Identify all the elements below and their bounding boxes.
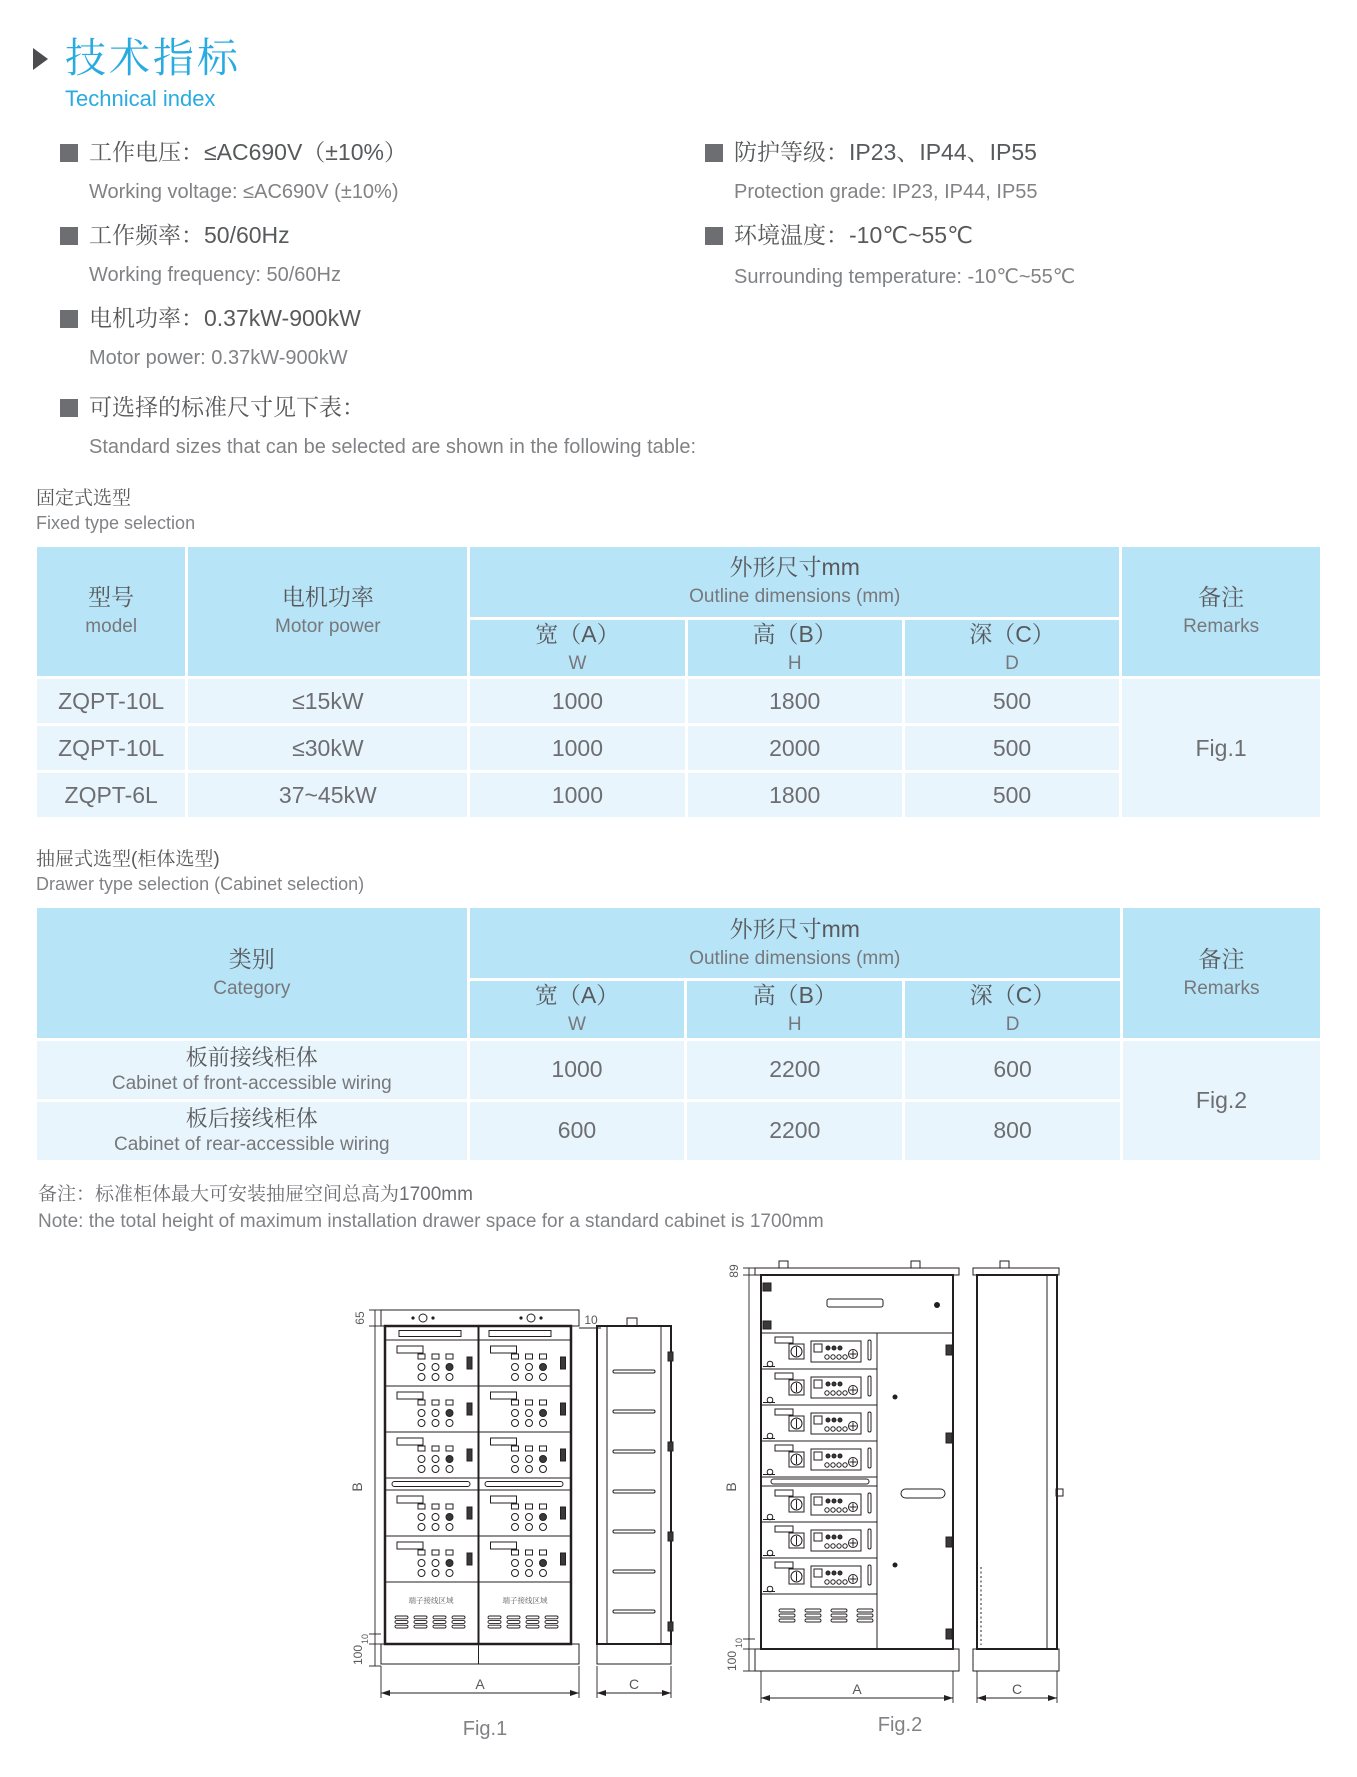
cell-remarks: Fig.2 xyxy=(1123,1041,1320,1160)
col-header-motor-power xyxy=(188,547,467,677)
fig2-drawing xyxy=(715,1237,1065,1742)
cell-depth: 500 xyxy=(905,726,1119,770)
cell-motor: ≤30kW xyxy=(188,726,467,770)
fig1-dim-width: A xyxy=(475,1675,485,1692)
label-en: D xyxy=(1005,652,1019,674)
spec-cn-text: 电机功率：0.37kW-900kW xyxy=(89,304,361,331)
figures-area xyxy=(0,1237,1357,1777)
cell-motor: 37~45kW xyxy=(188,773,467,817)
fig1-dim-top-right: 10 xyxy=(584,1312,598,1327)
cell-model: ZQPT-10L xyxy=(37,726,185,770)
bullet-square-icon xyxy=(60,227,78,245)
fig1-dim-height: B xyxy=(349,1482,365,1492)
category-cn: 板前接线柜体 xyxy=(185,1045,318,1071)
spec-cn-text: 工作频率：50/60Hz xyxy=(89,221,290,248)
section-title-cn: 固定式选型 xyxy=(36,487,132,509)
label-cn: 高（B） xyxy=(752,982,837,1009)
terminal-area-label: 端子接线区域 xyxy=(502,1595,548,1605)
label-en: H xyxy=(787,1014,802,1036)
cell-height: 2200 xyxy=(687,1102,902,1160)
spec-item-motor-power xyxy=(60,304,705,370)
fig2-side-view xyxy=(973,1261,1063,1671)
col-header-width xyxy=(470,981,685,1038)
label-cn: 外形尺寸mm xyxy=(729,554,860,581)
col-header-outline-dimensions xyxy=(470,908,1120,978)
col-header-remarks xyxy=(1123,908,1320,1038)
section-title-en: Fixed type selection xyxy=(36,512,196,533)
cell-height: 1800 xyxy=(688,773,902,817)
bullet-square-icon xyxy=(60,144,78,162)
fig2-dim-base: 100 xyxy=(725,1650,739,1671)
cell-height: 2200 xyxy=(687,1041,902,1099)
label-en: H xyxy=(787,652,802,674)
section-fixed-type xyxy=(36,483,1357,534)
fig1-side-view xyxy=(597,1318,673,1664)
col-header-height xyxy=(687,981,902,1038)
table-header-row xyxy=(37,908,1320,978)
spec-item-protection-grade xyxy=(705,138,1357,204)
cell-depth: 600 xyxy=(905,1041,1120,1099)
table-note xyxy=(38,1179,1357,1233)
label-en: Outline dimensions (mm) xyxy=(689,586,901,608)
drawer-type-table xyxy=(34,905,1323,1163)
col-header-width xyxy=(470,620,684,677)
cell-model: ZQPT-6L xyxy=(37,773,185,817)
label-en: W xyxy=(568,652,587,674)
spec-cn-text: 工作电压：≤AC690V（±10%） xyxy=(89,139,407,166)
spec-cn-text: 可选择的标准尺寸见下表： xyxy=(89,393,365,420)
col-header-outline-dimensions xyxy=(470,547,1119,617)
fig2-dim-gap: 10 xyxy=(734,1637,744,1648)
label-cn: 外形尺寸mm xyxy=(729,915,860,942)
table-row xyxy=(37,1041,1320,1099)
col-header-model xyxy=(37,547,185,677)
section-drawer-type xyxy=(36,844,1357,895)
fig2-cabinet-front-and-side xyxy=(715,1237,1065,1737)
fig2-front-view xyxy=(755,1261,959,1671)
spec-en-text: Working voltage: ≤AC690V (±10%) xyxy=(89,180,399,203)
bullet-square-icon xyxy=(60,310,78,328)
label-cn: 深（C） xyxy=(969,982,1056,1009)
label-cn: 类别 xyxy=(228,945,275,972)
bullet-square-icon xyxy=(705,144,723,162)
spec-en-text: Surrounding temperature: -10℃~55℃ xyxy=(734,265,1076,288)
cell-remarks: Fig.1 xyxy=(1122,679,1320,817)
spec-item-surrounding-temperature xyxy=(705,221,1357,289)
cell-motor: ≤15kW xyxy=(188,679,467,723)
fig2-dim-height: B xyxy=(723,1482,739,1492)
fig2-dim-depth: C xyxy=(1011,1680,1023,1697)
label-cn: 宽（A） xyxy=(535,620,620,647)
bullet-square-icon xyxy=(60,399,78,417)
fig1-caption: Fig.1 xyxy=(462,1717,508,1740)
section-title-en: Drawer type selection (Cabinet selection) xyxy=(36,874,365,895)
spec-en-text: Motor power: 0.37kW-900kW xyxy=(89,346,348,369)
cell-depth: 500 xyxy=(905,679,1119,723)
spec-list xyxy=(0,112,1357,387)
label-cn: 深（C） xyxy=(969,620,1055,647)
spec-cn-text: 环境温度：-10℃~55℃ xyxy=(734,221,973,248)
fig2-dim-width: A xyxy=(852,1680,862,1697)
spec-cn-text: 防护等级：IP23、IP44、IP55 xyxy=(734,139,1037,166)
col-header-category xyxy=(37,908,467,1038)
label-en: Outline dimensions (mm) xyxy=(689,947,901,969)
note-cn: 备注：标准柜体最大可安装抽屉空间总高为1700mm xyxy=(38,1183,473,1205)
spec-item-standard-sizes xyxy=(0,387,1357,459)
col-header-depth xyxy=(905,620,1119,677)
spec-column-left xyxy=(60,138,705,387)
cell-depth: 800 xyxy=(905,1102,1120,1160)
terminal-area-label: 端子接线区域 xyxy=(408,1595,454,1605)
spec-en-text: Standard sizes that can be selected are shown in the following table: xyxy=(89,435,697,458)
label-cn: 宽（A） xyxy=(534,982,620,1009)
col-header-remarks xyxy=(1122,547,1320,677)
cell-height: 2000 xyxy=(688,726,902,770)
section-title-cn: 抽屉式选型(柜体选型) xyxy=(36,849,220,871)
page-title: 技术指标 xyxy=(65,35,241,81)
fig2-dim-cap: 89 xyxy=(727,1264,741,1278)
col-header-height xyxy=(688,620,902,677)
cell-width: 1000 xyxy=(470,773,684,817)
spec-column-right xyxy=(705,138,1357,387)
category-en: Cabinet of rear-accessible wiring xyxy=(113,1133,390,1155)
label-cn: 高（B） xyxy=(752,620,837,647)
category-en: Cabinet of front-accessible wiring xyxy=(111,1072,392,1094)
spec-en-text: Working frequency: 50/60Hz xyxy=(89,263,341,286)
label-en: Remarks xyxy=(1183,977,1260,999)
label-en: model xyxy=(85,616,138,638)
cell-width: 1000 xyxy=(470,679,684,723)
cell-height: 1800 xyxy=(688,679,902,723)
col-header-depth xyxy=(905,981,1120,1038)
fig1-dim-base: 100 xyxy=(351,1644,365,1665)
label-cn: 备注 xyxy=(1198,584,1245,611)
cell-width: 600 xyxy=(470,1102,685,1160)
label-en: Motor power xyxy=(275,616,381,638)
fig2-caption: Fig.2 xyxy=(877,1713,923,1736)
label-en: D xyxy=(1005,1014,1020,1036)
cell-width: 1000 xyxy=(470,726,684,770)
table-row xyxy=(37,679,1320,723)
fig1-dim-depth: C xyxy=(628,1675,640,1692)
table-header-row xyxy=(37,547,1320,617)
label-cn: 电机功率 xyxy=(281,584,374,611)
label-en: Category xyxy=(213,977,291,999)
cell-category xyxy=(37,1041,467,1099)
spec-item-working-frequency xyxy=(60,221,705,287)
cell-category xyxy=(37,1102,467,1160)
cell-width: 1000 xyxy=(470,1041,685,1099)
cell-model: ZQPT-10L xyxy=(37,679,185,723)
label-en: Remarks xyxy=(1183,616,1260,638)
label-cn: 型号 xyxy=(88,584,135,611)
page-subtitle: Technical index xyxy=(65,86,216,112)
fixed-type-table xyxy=(34,544,1323,821)
label-cn: 备注 xyxy=(1198,945,1245,972)
fig1-front-view xyxy=(381,1310,579,1664)
page-header xyxy=(0,0,1357,112)
spec-en-text: Protection grade: IP23, IP44, IP55 xyxy=(734,180,1038,203)
label-en: W xyxy=(568,1014,586,1036)
section-marker-icon xyxy=(33,48,48,70)
fig1-dim-gap: 10 xyxy=(360,1633,370,1644)
note-en: Note: the total height of maximum installation drawer space for a standard cabinet is 1700mm xyxy=(38,1210,824,1232)
fig1-dim-cap: 65 xyxy=(353,1311,367,1325)
spec-item-working-voltage xyxy=(60,138,705,204)
fig1-cabinet-front-and-side xyxy=(335,1282,700,1752)
bullet-square-icon xyxy=(705,227,723,245)
fig1-drawing xyxy=(335,1282,700,1757)
category-cn: 板后接线柜体 xyxy=(185,1106,318,1132)
fig1-dimensions xyxy=(369,1310,671,1698)
title-group xyxy=(48,36,241,112)
cell-depth: 500 xyxy=(905,773,1119,817)
